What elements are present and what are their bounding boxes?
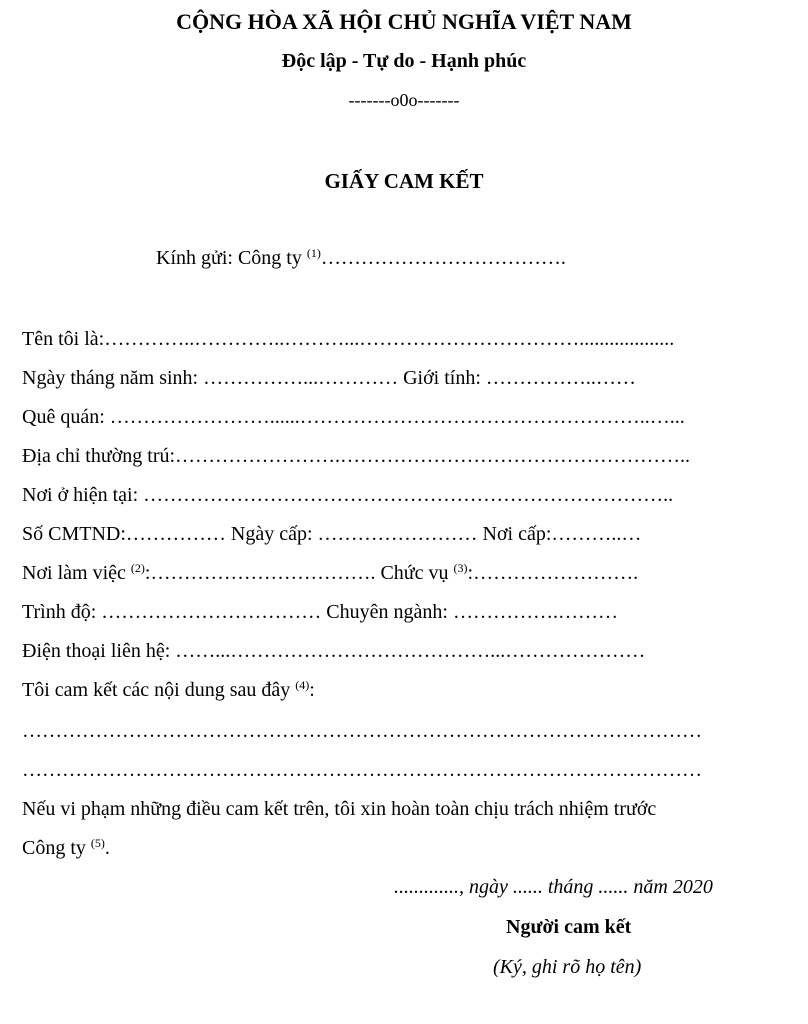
field-id-number: Số CMTND:…………… Ngày cấp: …………………… Nơi cấp:………..… [22,523,642,545]
signature-instruction: (Ký, ghi rõ họ tên) [493,956,642,978]
violation-note: (5) [90,836,105,850]
violation-statement: Nếu vi phạm những điều cam kết trên, tôi xin hoàn toàn chịu trách nhiệm trước [22,798,657,820]
field-date-of-birth: Ngày tháng năm sinh: ……………...………… Giới tính: ……………..…… [22,367,636,389]
field-phone: Điện thoại liên hệ: ……...…………………………………...………………… [22,640,646,662]
position-dots: :……………………. [467,562,639,584]
signer-label: Người cam kết [506,916,632,938]
blank-line: ………………………………………………………………………………………… [22,720,702,742]
violation-period: . [104,837,110,859]
document-title: GIẤY CAM KẾT [324,169,484,193]
commitment-note: (4) [295,678,310,692]
header-separator: -------o0o------- [348,90,460,110]
blank-line: ………………………………………………………………………………………… [22,759,702,781]
workplace-dots: :……………………………. Chức vụ [144,562,454,584]
workplace-note: (2) [130,561,145,575]
commitment-intro [22,678,315,702]
field-current-residence: Nơi ở hiện tại: …………………………………………………………………….. [22,484,674,506]
field-name: Tên tôi là:…………..…………..………...……………………………................... [22,328,675,350]
position-note: (3) [453,561,468,575]
salutation-label: Kính gửi: Công ty [156,247,307,269]
salutation [156,246,566,270]
violation-statement-end [22,836,110,860]
commitment-label: Tôi cam kết các nội dung sau đây [22,679,296,701]
field-workplace [22,561,638,585]
violation-label: Công ty [22,837,91,859]
field-permanent-address: Địa chỉ thường trú:…………………….…………………………………………….. [22,445,691,467]
field-hometown: Quê quán: ……………………......……………………………………………..…... [22,406,685,428]
national-motto: Độc lập - Tự do - Hạnh phúc [281,50,527,72]
country-name: CỘNG HÒA XÃ HỘI CHỦ NGHĨA VIỆT NAM [176,9,632,34]
salutation-dots: ………………………………. [320,247,566,269]
commitment-colon: : [309,679,315,701]
signature-date-line: ............., ngày ...... tháng ...... năm 2020 [394,876,713,898]
field-education: Trình độ: …………………………… Chuyên ngành: …………….……… [22,601,618,623]
salutation-note: (1) [306,246,321,260]
workplace-label: Nơi làm việc [22,562,131,584]
